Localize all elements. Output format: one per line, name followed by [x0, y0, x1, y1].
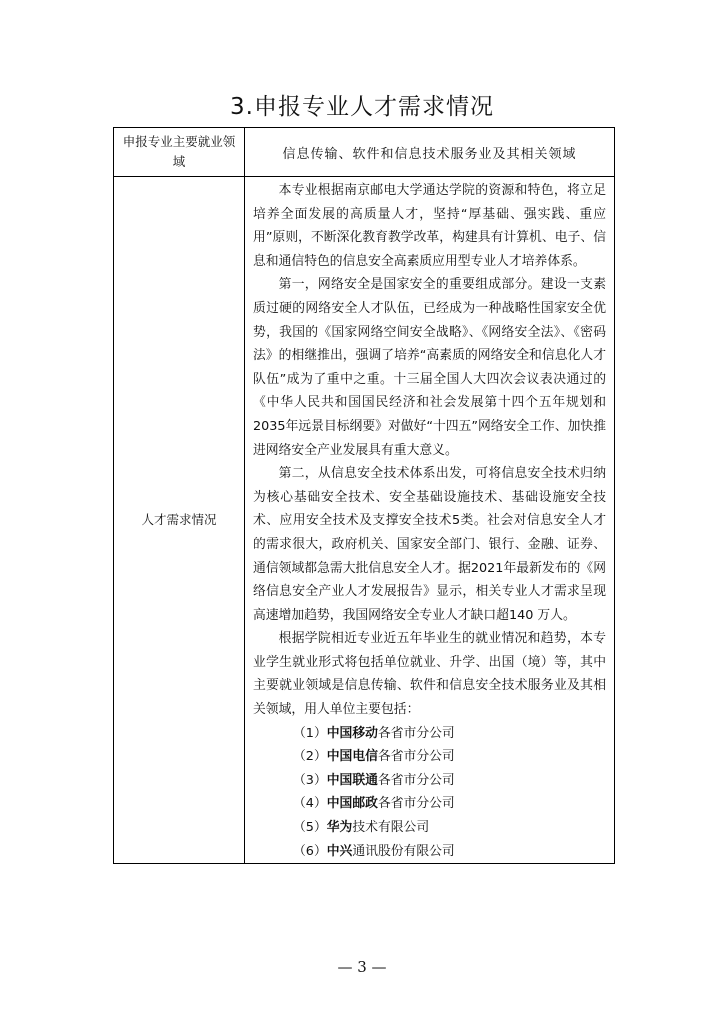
- list-item: （3）中国联通各省市分公司: [293, 772, 455, 788]
- list-item: （5）华为技术有限公司: [293, 820, 430, 836]
- employer-list: [253, 722, 606, 864]
- table-row: [114, 177, 615, 864]
- list-item: （4）中国邮政各省市分公司: [293, 796, 455, 812]
- page-number: — 3 —: [337, 958, 387, 976]
- list-item: （6）中兴通讯股份有限公司: [293, 843, 455, 859]
- list-item: （2）中国电信各省市分公司: [293, 749, 455, 765]
- list-item: （1）中国移动各省市分公司: [293, 725, 455, 741]
- demand-table: [113, 127, 615, 864]
- paragraph: 第一，网络安全是国家安全的重要组成部分。建设一支素质过硬的网络安全人才队伍，已经成为一种战略性国家安全优势，我国的《国家网络空间安全战略》、《网络安全法》、《密码法》的相继推出，强调了培养“高素质的网络安全和信息化人才队伍”成为了重中之重。十三届全国人大四次会议表决通过的《中华人民共和国国民经济和社会发展第十四个五年规划和2035年远景目标纲要》对做好“十四五”网络安全工作、加快推进网络安全产业发展具有重大意义。: [253, 277, 606, 458]
- employment-field-label: 申报专业主要就业领域: [114, 128, 245, 177]
- paragraph: 根据学院相近专业近五年毕业生的就业情况和趋势，本专业学生就业形式将包括单位就业、升学、出国（境）等，其中主要就业领域是信息传输、软件和信息安全技术服务业及其相关领域，用人单位主要包括：: [253, 631, 606, 718]
- table-row: [114, 128, 615, 177]
- talent-demand-label: 人才需求情况: [114, 177, 245, 864]
- paragraph: 第二，从信息安全技术体系出发，可将信息安全技术归纳为核心基础安全技术、安全基础设施技术、基础设施安全技术、应用安全技术及支撑安全技术5类。社会对信息安全人才的需求很大，政府机关、国家安全部门、银行、金融、证券、通信领域都急需大批信息安全人才。据2021年最新发布的《网络信息安全产业人才发展报告》显示，相关专业人才需求呈现高速增加趋势，我国网络安全专业人才缺口超140 万人。: [253, 466, 606, 623]
- talent-demand-content: [245, 177, 615, 864]
- page-title: 3.申报专业人才需求情况: [230, 94, 494, 120]
- employment-field-value: 信息传输、软件和信息技术服务业及其相关领域: [245, 128, 615, 177]
- paragraph: 本专业根据南京邮电大学通达学院的资源和特色，将立足培养全面发展的高质量人才，坚持“厚基础、强实践、重应用”原则，不断深化教育教学改革，构建具有计算机、电子、信息和通信特色的信息安全高素质应用型专业人才培养体系。: [253, 183, 606, 269]
